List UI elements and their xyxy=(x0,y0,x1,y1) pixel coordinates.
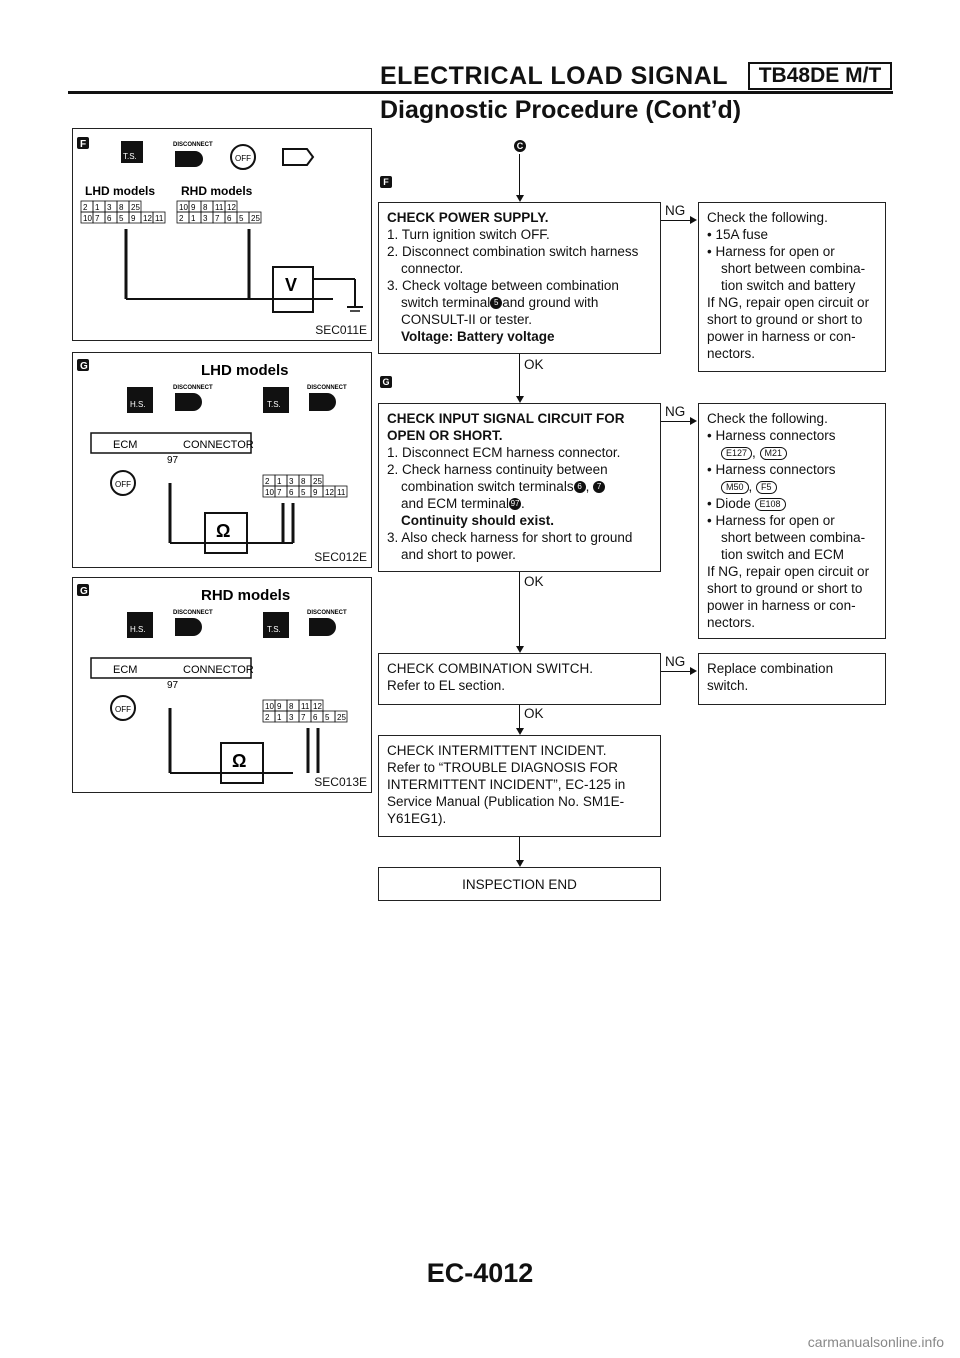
connector-pin-label: 11 xyxy=(215,203,224,212)
svg-text:ECM: ECM xyxy=(113,439,138,451)
terminal-6-icon: 6 xyxy=(574,481,586,493)
connector-pin-label: 11 xyxy=(337,488,346,497)
page-subtitle: Diagnostic Procedure (Cont’d) xyxy=(380,96,742,124)
connector-pin-label: 11 xyxy=(301,702,310,711)
ok-label: OK xyxy=(524,574,544,589)
connector-line xyxy=(661,421,691,422)
connector-pin-label: 7 xyxy=(215,214,220,223)
svg-text:DISCONNECT: DISCONNECT xyxy=(307,610,347,616)
connector-pin-label: 6 xyxy=(313,713,318,722)
connector-pin-label: 12 xyxy=(313,702,322,711)
connector-line xyxy=(519,154,520,196)
connector-pin-label: 3 xyxy=(289,477,294,486)
rhd-title: RHD models xyxy=(201,587,291,604)
arrow-down-icon xyxy=(516,860,524,867)
svg-text:T.S.: T.S. xyxy=(267,400,281,409)
svg-text:CONNECTOR: CONNECTOR xyxy=(183,439,254,451)
terminal-97-icon: 97 xyxy=(510,499,520,509)
connector-pin-grid xyxy=(263,475,347,497)
engine-badge: TB48DE M/T xyxy=(748,62,892,90)
connector-pin-label: 25 xyxy=(131,203,140,212)
section-title: ELECTRICAL LOAD SIGNAL xyxy=(380,62,729,90)
figure-ref-g-icon: G xyxy=(380,376,392,388)
connector-chip: E108 xyxy=(755,498,786,511)
figure-power-supply-drawing xyxy=(73,129,371,340)
connector-chip: M50 xyxy=(721,481,749,494)
connector-pin-label: 6 xyxy=(107,214,112,223)
connector-pin-label: 3 xyxy=(203,214,208,223)
svg-text:CONNECTOR: CONNECTOR xyxy=(183,664,254,676)
ohmmeter-symbol: Ω xyxy=(216,521,231,541)
step-check-input-signal: CHECK INPUT SIGNAL CIRCUIT FOR OPEN OR SHORT. 1. Disconnect ECM harness connector. 2. Check harness continuity between combination switch terminals 6 , 7 and ECM terminal 97 . Continuity should exist. 3. Also check harness for short to ground and short to power. xyxy=(378,403,661,572)
terminal-5-icon: 5 xyxy=(490,297,502,309)
connector-pin-label: 1 xyxy=(95,203,100,212)
svg-text:OFF: OFF xyxy=(115,480,131,489)
watermark: carmanualsonline.info xyxy=(807,1334,944,1350)
disconnect-label: DISCONNECT xyxy=(173,142,213,148)
connector-pin-label: 10 xyxy=(83,214,92,223)
figure-code: SEC011E xyxy=(315,323,367,337)
connector-pin-label: 5 xyxy=(239,214,244,223)
connector-pin-label: 12 xyxy=(227,203,236,212)
ohmmeter-symbol: Ω xyxy=(232,751,247,771)
connector-pin-label: 12 xyxy=(325,488,334,497)
svg-text:OFF: OFF xyxy=(235,154,251,163)
svg-text:DISCONNECT: DISCONNECT xyxy=(173,385,213,391)
terminal-7-icon: 7 xyxy=(593,481,605,493)
arrow-down-icon xyxy=(516,728,524,735)
connector-pin-label: 7 xyxy=(277,488,282,497)
connector-pin-label: 9 xyxy=(191,203,196,212)
step-check-intermittent-incident: CHECK INTERMITTENT INCIDENT. Refer to “TROUBLE DIAGNOSIS FOR INTERMITTENT INCIDENT”, EC-125 in Service Manual (Publication No. SM1E- Y61EG1). xyxy=(378,735,661,837)
connector-line xyxy=(661,220,691,221)
connector-pin-label: 2 xyxy=(265,477,270,486)
arrow-down-icon xyxy=(516,396,524,403)
connector-chip: F5 xyxy=(756,481,777,494)
figure-rhd-drawing xyxy=(73,578,371,792)
svg-text:DISCONNECT: DISCONNECT xyxy=(173,610,213,616)
connector-pin-label: 1 xyxy=(277,713,282,722)
svg-text:H.S.: H.S. xyxy=(130,400,146,409)
voltmeter-symbol: V xyxy=(285,275,298,295)
connector-chip: M21 xyxy=(760,447,788,460)
ng-label: NG xyxy=(665,654,686,669)
figure-rhd-continuity xyxy=(72,577,372,793)
connector-pin-label: 3 xyxy=(107,203,112,212)
arrow-right-icon xyxy=(690,667,697,675)
connector-pin-label: 9 xyxy=(313,488,318,497)
connector-pin-label: 3 xyxy=(289,713,294,722)
ts-label: T.S. xyxy=(123,152,137,161)
ng-box-replace-switch: Replace combination switch. xyxy=(698,653,886,705)
step-check-combination-switch: CHECK COMBINATION SWITCH. Refer to EL section. xyxy=(378,653,661,705)
ng-label: NG xyxy=(665,203,686,218)
connector-pin-label: 8 xyxy=(301,477,306,486)
svg-text:T.S.: T.S. xyxy=(267,625,281,634)
arrow-right-icon xyxy=(690,417,697,425)
connector-pin-label: 2 xyxy=(179,214,184,223)
svg-text:F: F xyxy=(80,139,87,150)
svg-text:G: G xyxy=(80,361,88,372)
connector-line xyxy=(661,671,691,672)
connector-pin-grid xyxy=(81,201,261,223)
ng-box-input-signal: Check the following. • Harness connectors E127 , M21 • Harness connectors M50 , F5 • Diode E108 • Harness for open or short between combina- tion switch and ECM If NG, repair open circuit or short to ground or short to power in harness or con- nectors. xyxy=(698,403,886,639)
rhd-models-label: RHD models xyxy=(181,184,253,198)
svg-text:ECM: ECM xyxy=(113,664,138,676)
arrow-down-icon xyxy=(516,195,524,202)
connector-pin-label: 6 xyxy=(289,488,294,497)
figure-lhd-continuity xyxy=(72,352,372,568)
connector-pin-label: 1 xyxy=(191,214,196,223)
svg-text:DISCONNECT: DISCONNECT xyxy=(307,385,347,391)
connector-pin-label: 25 xyxy=(337,713,346,722)
connector-pin-label: 10 xyxy=(265,702,274,711)
figure-code: SEC012E xyxy=(314,550,367,564)
figure-ref-f-icon: F xyxy=(380,176,392,188)
connector-pin-label: 12 xyxy=(143,214,152,223)
connector-pin-label: 9 xyxy=(131,214,136,223)
connector-pin-label: 7 xyxy=(95,214,100,223)
connector-pin-label: 10 xyxy=(265,488,274,497)
connector-pin-label: 8 xyxy=(203,203,208,212)
connector-pin-label: 2 xyxy=(83,203,88,212)
connector-pin-label: 6 xyxy=(227,214,232,223)
connector-line xyxy=(519,572,520,647)
ng-box-power-supply: Check the following. • 15A fuse • Harness for open or short between combina- tion switch and battery If NG, repair open circuit or short to ground or short to power in harness or con- nectors. xyxy=(698,202,886,372)
connector-pin-label: 9 xyxy=(277,702,282,711)
lhd-title: LHD models xyxy=(201,362,289,379)
connector-pin-label: 5 xyxy=(301,488,306,497)
connector-pin-label: 8 xyxy=(119,203,124,212)
svg-text:H.S.: H.S. xyxy=(130,625,146,634)
page-number: EC-4012 xyxy=(426,1258,534,1288)
figure-code: SEC013E xyxy=(314,775,367,789)
connector-pin-label: 10 xyxy=(179,203,188,212)
connector-pin-label: 5 xyxy=(325,713,330,722)
ok-label: OK xyxy=(524,706,544,721)
connector-line xyxy=(519,837,520,861)
connector-pin-label: 5 xyxy=(119,214,124,223)
ok-label: OK xyxy=(524,357,544,372)
svg-text:G: G xyxy=(80,586,88,597)
header-rule xyxy=(68,91,893,94)
svg-text:OFF: OFF xyxy=(115,705,131,714)
lhd-models-label: LHD models xyxy=(85,184,156,198)
arrow-right-icon xyxy=(690,216,697,224)
connector-pin-label: 2 xyxy=(265,713,270,722)
connector-pin-grid xyxy=(263,700,347,722)
connector-line xyxy=(519,705,520,729)
connector-pin-label: 1 xyxy=(277,477,282,486)
figure-lhd-drawing xyxy=(73,353,371,567)
flow-start-marker: C xyxy=(514,140,526,152)
figure-power-supply xyxy=(72,128,372,341)
svg-text:97: 97 xyxy=(167,680,179,691)
connector-line xyxy=(519,354,520,397)
arrow-down-icon xyxy=(516,646,524,653)
connector-pin-label: 7 xyxy=(301,713,306,722)
connector-chip: E127 xyxy=(721,447,752,460)
connector-pin-label: 8 xyxy=(289,702,294,711)
connector-pin-label: 25 xyxy=(313,477,322,486)
ng-label: NG xyxy=(665,404,686,419)
connector-pin-label: 25 xyxy=(251,214,260,223)
step-check-power-supply: CHECK POWER SUPPLY. 1. Turn ignition switch OFF. 2. Disconnect combination switch harness connector. 3. Check voltage between combination switch terminal 5 and ground with CONSULT-II or tester. Voltage: Battery voltage xyxy=(378,202,661,354)
connector-pin-label: 11 xyxy=(155,214,164,223)
svg-text:97: 97 xyxy=(167,455,179,466)
inspection-end: INSPECTION END xyxy=(378,867,661,901)
